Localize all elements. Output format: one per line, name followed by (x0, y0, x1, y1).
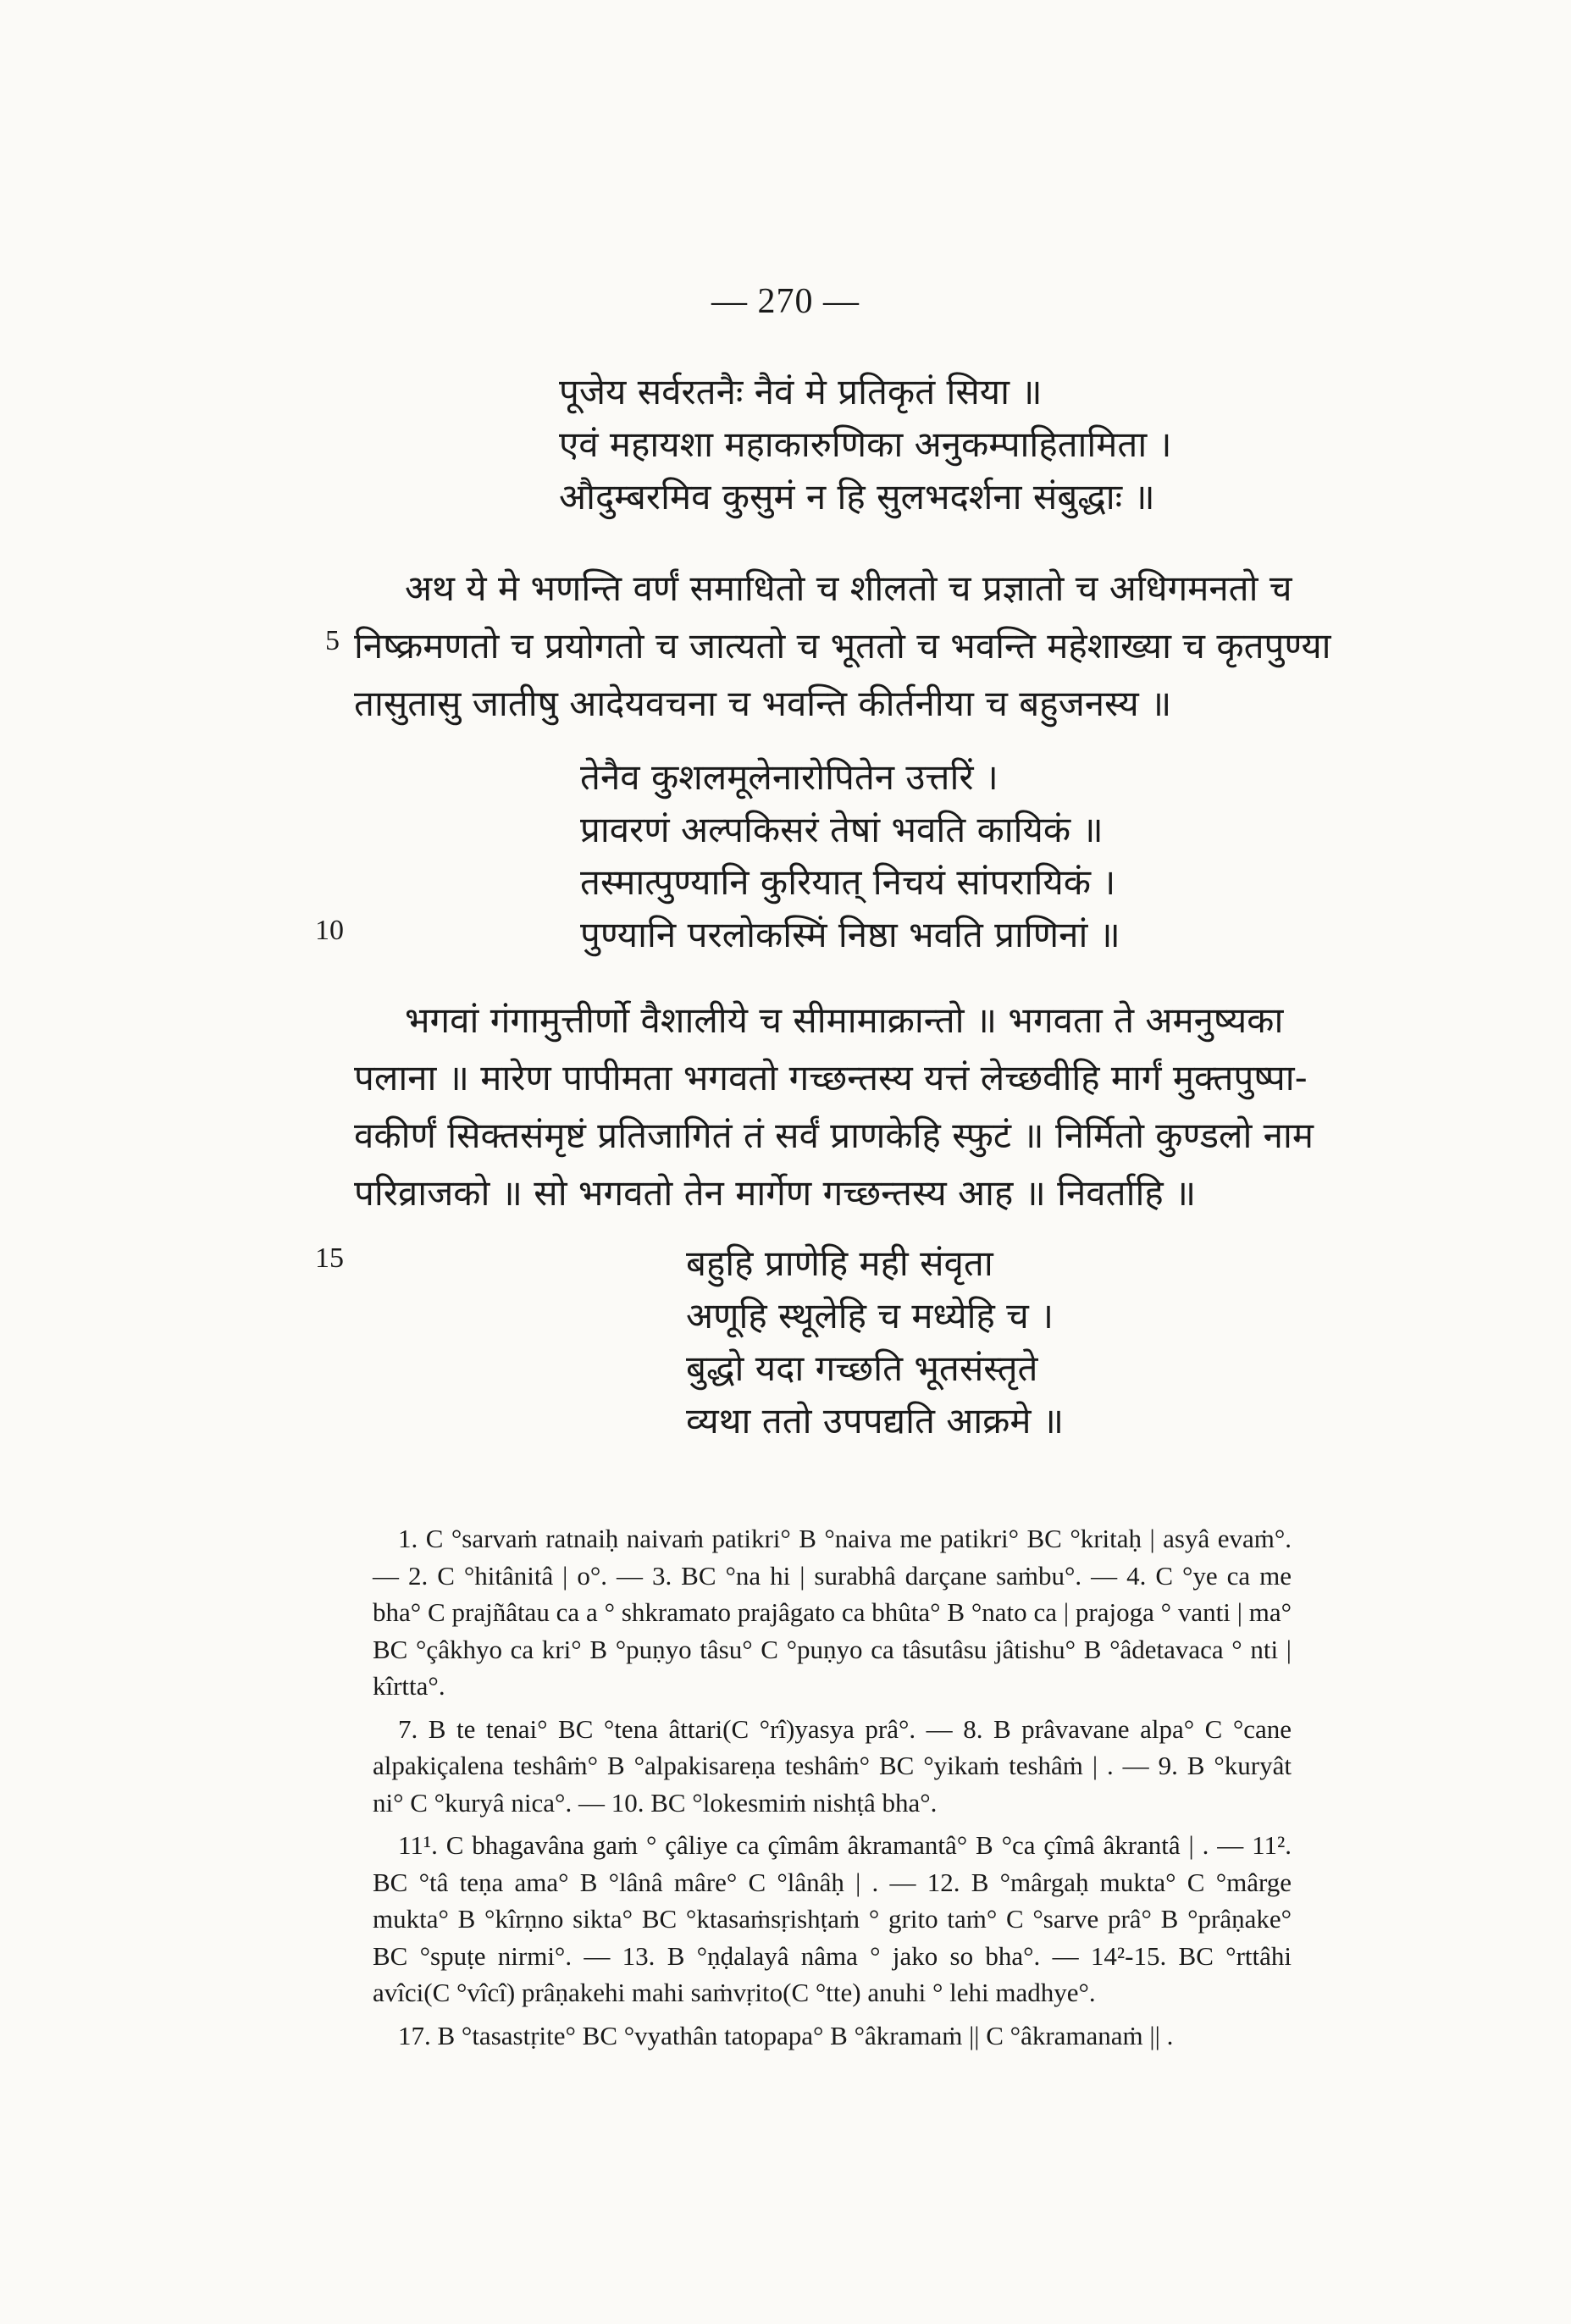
verse-line: बुद्धो यदा गच्छति भूतसंस्तृते (686, 1347, 1038, 1389)
critical-apparatus (373, 1520, 1292, 2060)
verse-line: बहुहि प्राणेहि मही संवृता (686, 1242, 993, 1284)
verse-line: प्रावरणं अल्पकिसरं तेषां भवति कायिकं ॥ (580, 809, 1104, 850)
prose-line: तासुतासु जातीषु आदेयवचना च भवन्ति कीर्तनीया च बहुजनस्य ॥ (354, 683, 1172, 724)
prose-line: पलाना ॥ मारेण पापीमता भगवतो गच्छन्तस्य यत्तं लेच्छवीहि मार्गं मुक्तपुष्पा- (354, 1057, 1308, 1098)
page-number: — 270 — (711, 282, 860, 321)
verse-line: औदुम्बरमिव कुसुमं न हि सुलभदर्शना संबुद्धाः ॥ (559, 476, 1155, 517)
verse-line: व्यथा ततो उपपद्यति आक्रमे ॥ (686, 1400, 1065, 1441)
prose-line: वकीर्णं सिक्तसंमृष्टं प्रतिजागितं तं सर्वं प्राणकेहि स्फुटं ॥ निर्मितो कुण्डलो नाम (354, 1115, 1314, 1156)
line-number: 10 (315, 915, 344, 946)
apparatus-note: 11¹. C bhagavâna gaṁ ° çâliye ca çîmâm âkramantâ° B °ca çîmâ âkrantâ | . — 11². BC °tâ teṇa ama° B °lânâ mâre° C °lânâḥ | . — 12. B °mârgaḥ mukta° C °mârge mukta° B °kîrṇno sikta° BC °ktasaṁsṛishṭaṁ ° grito taṁ° C °sarve prâ° B °prâṇake° BC °spuṭe nirmi°. — 13. B °ṇḍalayâ nâma ° jako so bha°. — 14²-15. BC °rttâhi avîci(C °vîcî) prâṇakehi mahi saṁvṛito(C °tte) anuhi ° lehi madhye°. (373, 1830, 1292, 2007)
verse-line: एवं महायशा महाकारुणिका अनुकम्पाहितामिता । (559, 423, 1172, 465)
prose-line: भगवां गंगामुत्तीर्णो वैशालीये च सीमामाक्रान्तो ॥ भगवता ते अमनुष्यका (405, 999, 1284, 1041)
prose-line: निष्क्रमणतो च प्रयोगतो च जात्यतो च भूततो च भवन्ति महेशाख्या च कृतपुण्या (354, 625, 1331, 667)
verse-line: पुण्यानि परलोकस्मिं निष्ठा भवति प्राणिनां ॥ (580, 914, 1120, 955)
verse-line: पूजेय सर्वरतनैः नैवं मे प्रतिकृतं सिया ॥ (559, 371, 1043, 412)
apparatus-note: 1. C °sarvaṁ ratnaiḥ naivaṁ patikri° B °naiva me patikri° BC °kritaḥ | asyâ evaṁ°. — 2. C °hitânitâ | o°. — 3. BC °na hi | surabhâ darçane saṁbu°. — 4. C °ye ca me bha° C prajñâtau ca a ° shkramato prajâgato ca bhûta° B °nato ca | prajoga ° vanti | ma° BC °çâkhyo ca kri° B °puṇyo tâsu° C °puṇyo ca tâsutâsu jâtishu° B °âdetavaca ° nti | kîrtta°. (373, 1524, 1292, 1701)
apparatus-note: 17. B °tasastṛite° BC °vyathân tatopapa° B °âkramaṁ || C °âkramanaṁ || . (398, 2020, 1174, 2050)
apparatus-note: 7. B te tenai° BC °tena âttari(C °rî)yasya prâ°. — 8. B prâvavane alpa° C °cane alpakiçalena teshâṁ° B °alpakisareṇa teshâṁ° BC °yikaṁ teshâṁ | . — 9. B °kuryât ni° C °kuryâ nica°. — 10. BC °lokesmiṁ nishṭâ bha°. (373, 1713, 1292, 1818)
verse-line: तेनैव कुशलमूलेनारोपितेन उत्तरिं । (580, 756, 998, 798)
prose-line: अथ ये मे भणन्ति वर्णं समाधितो च शीलतो च प्रज्ञातो च अधिगमनतो च (405, 567, 1292, 609)
verse-line: तस्मात्पुण्यानि कुरियात् निचयं सांपरायिकं । (580, 861, 1116, 903)
prose-line: परिव्राजको ॥ सो भगवतो तेन मार्गेण गच्छन्तस्य आह ॥ निवर्ताहि ॥ (354, 1172, 1197, 1214)
line-number: 5 (325, 625, 340, 656)
verse-line: अणूहि स्थूलेहि च मध्येहि च । (686, 1295, 1054, 1336)
line-number: 15 (315, 1242, 344, 1274)
